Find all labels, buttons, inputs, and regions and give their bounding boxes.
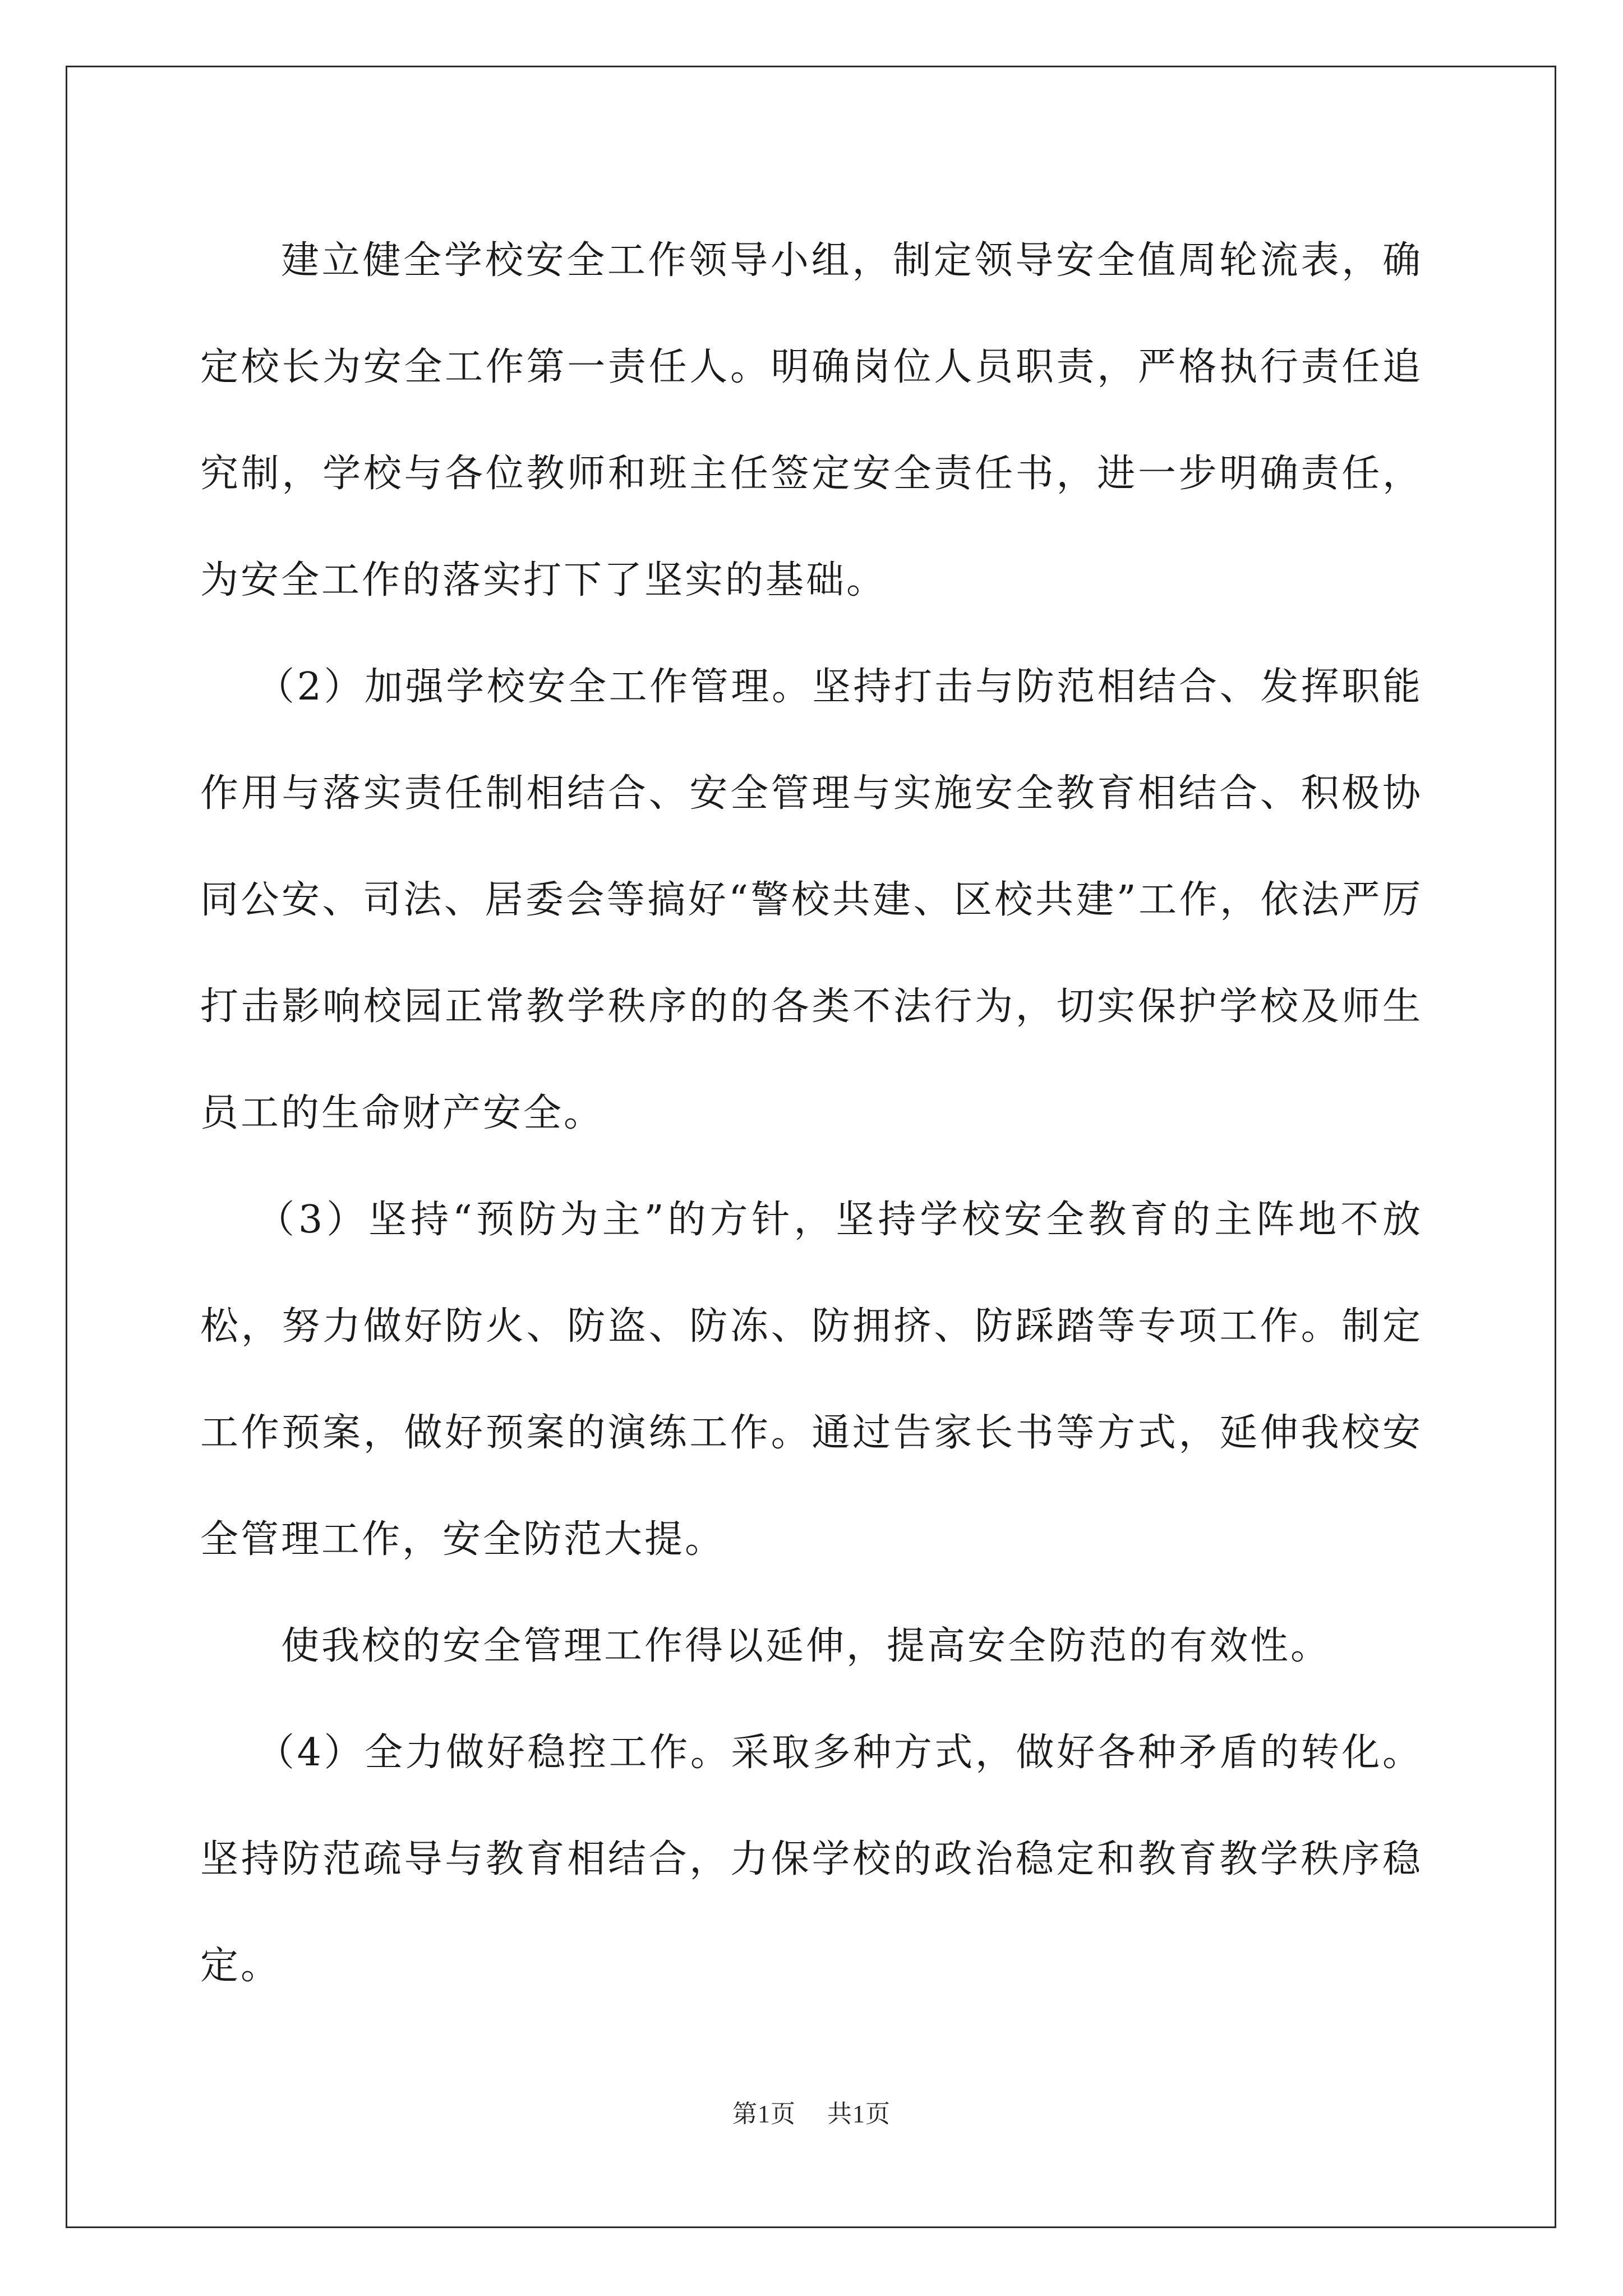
paragraph-1: 建立健全学校安全工作领导小组，制定领导安全值周轮流表，确定校长为安全工作第一责任人。明确岗位人员职责，严格执行责任追究制，学校与各位教师和班主任签定安全责任书，进一步明确责任，为安全工作的落实打下了坚实的基础。 — [200, 238, 1423, 602]
document-body — [200, 208, 1423, 2019]
paragraph-3: （3）坚持“预防为主”的方针，坚持学校安全教育的主阵地不放松，努力做好防火、防盗、防冻、防拥挤、防踩踏等专项工作。制定工作预案，做好预案的演练工作。通过告家长书等方式，延伸我校安全管理工作，安全防范大提。 — [200, 1198, 1423, 1562]
page-number-total: 共1页 — [827, 2100, 891, 2128]
paragraph-4: 使我校的安全管理工作得以延伸，提高安全防范的有效性。 — [281, 1624, 1331, 1668]
page-number-current: 第1页 — [732, 2100, 796, 2128]
page-footer — [0, 2093, 1623, 2129]
paragraph-2: （2）加强学校安全工作管理。坚持打击与防范相结合、发挥职能作用与落实责任制相结合、安全管理与实施安全教育相结合、积极协同公安、司法、居委会等搞好“警校共建、区校共建”工作，依法严厉打击影响校园正常教学秩序的的各类不法行为，切实保护学校及师生员工的生命财产安全。 — [200, 665, 1423, 1135]
paragraph-5: （4）全力做好稳控工作。采取多种方式，做好各种矛盾的转化。坚持防范疏导与教育相结合，力保学校的政治稳定和教育教学秩序稳定。 — [200, 1731, 1423, 1988]
